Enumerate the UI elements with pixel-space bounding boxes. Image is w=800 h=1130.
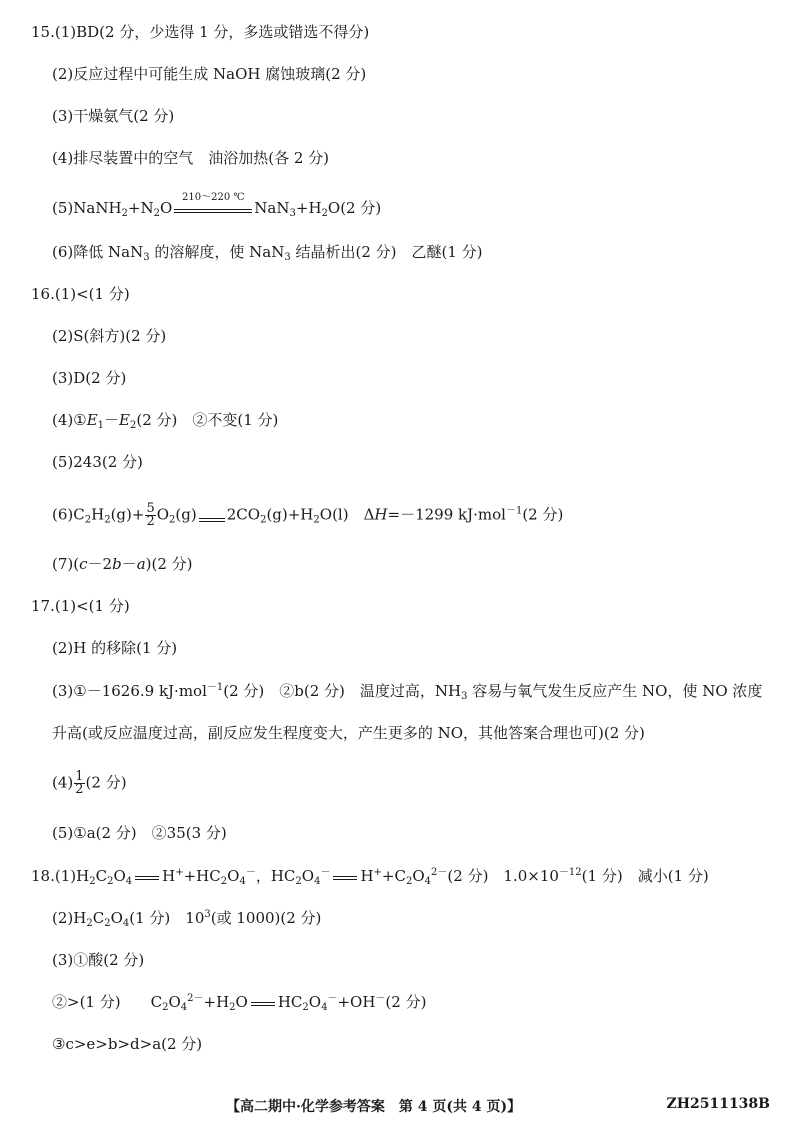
q18-part3: (3)①酸(2 分) [52,951,145,969]
q15-part2: (2)反应过程中可能生成 NaOH 腐蚀玻璃(2 分) [52,65,367,83]
q18-part3-sub3: ③c>e>b>d>a(2 分) [52,1035,203,1053]
q15-part1: 15.(1)BD(2 分，少选得 1 分，多选或错选不得分) [31,23,370,41]
reaction-condition: 210～220 ℃ [182,192,245,203]
equals-arrow [197,508,227,528]
q18-number: 18. [31,867,55,885]
footer-title: 【高二期中·化学参考答案 第 4 页(共 4 页)】 [226,1099,522,1115]
q17-number: 17. [31,597,55,615]
q17-part2: (2)H 的移除(1 分) [52,639,178,657]
equilibrium-arrow [132,866,162,886]
q18-part1: $18.(1)H_2C_2O_4$ $H^++HC_2O_4^-$，$HC_2O_4^-$ $H^++C_2O_4^{2-}(2$ 分) $1.0\times 10^{-12}(1$ 分) 减小(1 分) [31,867,709,887]
q17-part1: 17.(1)<(1 分) [31,597,130,615]
q15-number: 15. [31,23,55,41]
q18-part3-sub2: ②>(1 分) $C_2O_4^{2-}+H_2O$ $HC_2O_4^-+OH^-(2$ 分) [52,993,427,1013]
q16-part6-equation: $(6)C_2H_2(g)+$ $\frac{5}{2}$ $O_2(g)$ $2CO_2(g)+H_2O(l)$ ΔH=－1299 kJ·mol$^{-1}$(2 分) [52,501,564,529]
q16-part5: (5)243(2 分) [52,453,143,471]
reaction-condition-arrow [172,192,254,218]
q16-number: 16. [31,285,55,303]
q17-part3-line1: (3)①－1626.9 kJ·mol$^{-1}$(2 分) ②b(2 分) 温度过高，$NH_3$ 容易与氧气发生反应产生 NO，使 NO 浓度 [52,682,763,702]
page-footer [0,1096,800,1116]
q15-part5-equation: $(5)NaNH_2+N_2O$ 210～220 ℃ $NaN_3+H_2O(2$ 分) [52,198,381,218]
equilibrium-arrow [330,866,360,886]
document-code: ZH2511138B [666,1096,770,1112]
q16-part3: (3)D(2 分) [52,369,127,387]
fraction-one-half: $\frac{1}{2}$ [75,769,84,797]
q15-part4: (4)排尽装置中的空气 油浴加热(各 2 分) [52,149,330,167]
q17-part4: (4) $\frac{1}{2}$ (2 分) [52,769,127,797]
q16-part2: (2)S(斜方)(2 分) [52,327,167,345]
equilibrium-arrow [248,992,278,1012]
fraction-five-halves: $\frac{5}{2}$ [146,501,155,529]
q17-part5: (5)①a(2 分) ②35(3 分) [52,824,227,842]
q16-part7: (7)(c－2b－a)(2 分) [52,555,193,573]
q15-part6: (6)降低 NaN$_3$ 的溶解度，使 NaN$_3$ 结晶析出(2 分) 乙醚(1 分) [52,243,483,263]
q17-part3-line2: 升高(或反应温度过高，副反应发生程度变大，产生更多的 NO，其他答案合理也可)(2 分) [52,724,645,742]
q16-part1: 16.(1)<(1 分) [31,285,130,303]
q15-part3: (3)干燥氨气(2 分) [52,107,175,125]
q18-part2: $(2)H_2C_2O_4(1$ 分) $10^3$(或 1000)(2 分) [52,909,322,929]
q16-part4: $(4)①E_1-E_2(2$ 分) ②不变(1 分) [52,411,279,431]
